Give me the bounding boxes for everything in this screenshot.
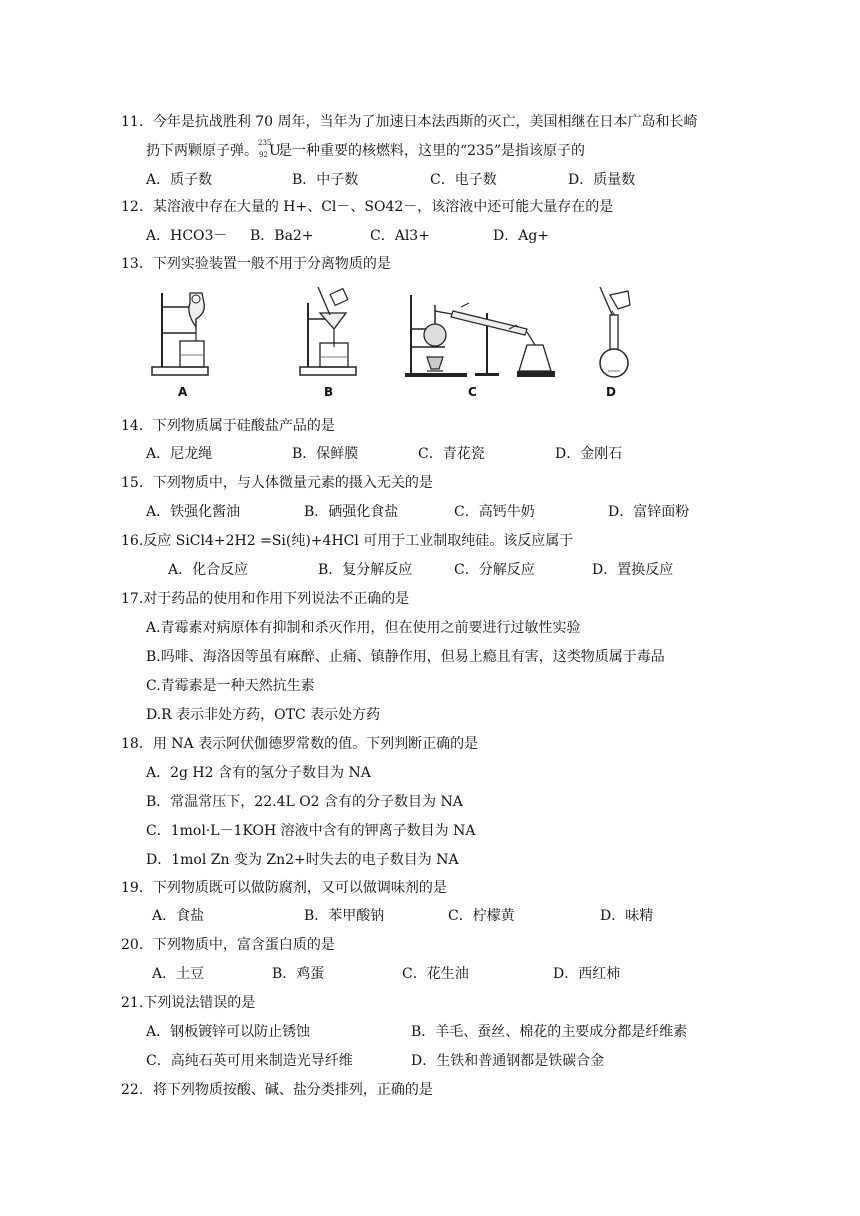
q18-option-c: C．1mol·L－1KOH 溶液中含有的钾离子数目为 NA xyxy=(146,823,476,839)
q17-stem: 17.对于药品的使用和作用下列说法不正确的是 xyxy=(121,591,410,607)
separatory-funnel-figure xyxy=(150,285,220,380)
q14-option-a: A．尼龙绳 xyxy=(146,446,213,462)
q19-option-c: C．柠檬黄 xyxy=(448,908,515,924)
q20-option-c: C．花生油 xyxy=(402,966,469,982)
q11-option-c: C．电子数 xyxy=(430,172,497,188)
q16-option-b: B．复分解反应 xyxy=(318,562,413,578)
q18-option-a: A．2g H2 含有的氢分子数目为 NA xyxy=(146,765,371,781)
q11-stem-line1: 11．今年是抗战胜利 70 周年，当年为了加速日本法西斯的灭亡，美国相继在日本广岛和长崎 xyxy=(121,114,698,130)
q16-option-d: D．置换反应 xyxy=(592,562,674,578)
q21-option-c: C．高纯石英可用来制造光导纤维 xyxy=(146,1053,353,1069)
q18-option-b: B．常温常压下，22.4L O2 含有的分子数目为 NA xyxy=(146,794,463,810)
q20-option-a: A．土豆 xyxy=(152,966,205,982)
q11-option-a: A．质子数 xyxy=(146,172,213,188)
figure-label-d: D xyxy=(606,385,616,399)
q17-option-a: A.青霉素对病原体有抑制和杀灭作用，但在使用之前要进行过敏性实验 xyxy=(146,620,581,636)
q20-option-b: B．鸡蛋 xyxy=(272,966,325,982)
q11-option-b: B．中子数 xyxy=(292,172,359,188)
q16-stem: 16.反应 SiCl4+2H2 =Si(纯)+4HCl 可用于工业制取纯硅。该反应属于 xyxy=(121,533,574,549)
distillation-figure xyxy=(405,285,570,380)
q21-stem: 21.下列说法错误的是 xyxy=(121,995,256,1011)
figure-label-c: C xyxy=(468,385,477,399)
q16-option-a: A．化合反应 xyxy=(168,562,249,578)
q14-option-b: B．保鲜膜 xyxy=(292,446,359,462)
q15-option-b: B．硒强化食盐 xyxy=(304,504,399,520)
q18-stem: 18．用 NA 表示阿伏伽德罗常数的值。下列判断正确的是 xyxy=(121,736,479,752)
figure-label-a: A xyxy=(178,385,188,399)
figure-label-b: B xyxy=(324,385,334,399)
q19-option-d: D．味精 xyxy=(600,908,654,924)
q12-stem: 12．某溶液中存在大量的 H+、Cl－、SO42－，该溶液中还可能大量存在的是 xyxy=(121,199,614,215)
q17-option-c: C.青霉素是一种天然抗生素 xyxy=(146,678,315,694)
q22-stem: 22．将下列物质按酸、碱、盐分类排列，正确的是 xyxy=(121,1082,433,1098)
filtration-figure xyxy=(298,285,368,380)
q21-option-b: B．羊毛、蚕丝、棉花的主要成分都是纤维素 xyxy=(411,1024,688,1040)
apparatus-figures xyxy=(150,285,650,400)
q12-option-a: A．HCO3－ xyxy=(146,228,228,244)
q16-option-c: C．分解反应 xyxy=(454,562,535,578)
q12-option-c: C．Al3+ xyxy=(370,228,430,244)
q11-option-d: D．质量数 xyxy=(568,172,636,188)
q18-option-d: D．1mol Zn 变为 Zn2+时失去的电子数目为 NA xyxy=(146,852,459,868)
q15-option-d: D．富锌面粉 xyxy=(608,504,690,520)
q13-stem: 13．下列实验装置一般不用于分离物质的是 xyxy=(121,256,391,272)
q17-option-b: B.吗啡、海洛因等虽有麻醉、止痛、镇静作用，但易上瘾且有害，这类物质属于毒品 xyxy=(146,649,665,665)
q19-option-b: B．苯甲酸钠 xyxy=(304,908,385,924)
volumetric-flask-figure xyxy=(590,285,650,380)
q11-stem-line2: 扔下两颗原子弹。 235 92 U 是一种重要的核燃料，这里的“235”是指该原子的 xyxy=(146,139,586,159)
q12-option-d: D．Ag+ xyxy=(493,228,550,244)
q21-option-a: A．钢板镀锌可以防止锈蚀 xyxy=(146,1024,311,1040)
q21-option-d: D．生铁和普通钢都是铁碳合金 xyxy=(411,1053,605,1069)
q15-option-c: C．高钙牛奶 xyxy=(454,504,535,520)
q20-stem: 20．下列物质中，富含蛋白质的是 xyxy=(121,937,335,953)
q15-stem: 15．下列物质中，与人体微量元素的摄入无关的是 xyxy=(121,475,433,491)
q14-option-c: C．青花瓷 xyxy=(418,446,485,462)
isotope-symbol: 235 92 U xyxy=(258,139,281,159)
q20-option-d: D．西红柿 xyxy=(553,966,621,982)
q14-option-d: D．金刚石 xyxy=(555,446,623,462)
q14-stem: 14．下列物质属于硅酸盐产品的是 xyxy=(121,418,335,434)
q17-option-d: D.R 表示非处方药，OTC 表示处方药 xyxy=(146,707,381,723)
q12-option-b: B．Ba2+ xyxy=(250,228,314,244)
q19-option-a: A．食盐 xyxy=(152,908,205,924)
q19-stem: 19．下列物质既可以做防腐剂，又可以做调味剂的是 xyxy=(121,880,447,896)
q15-option-a: A．铁强化酱油 xyxy=(146,504,241,520)
